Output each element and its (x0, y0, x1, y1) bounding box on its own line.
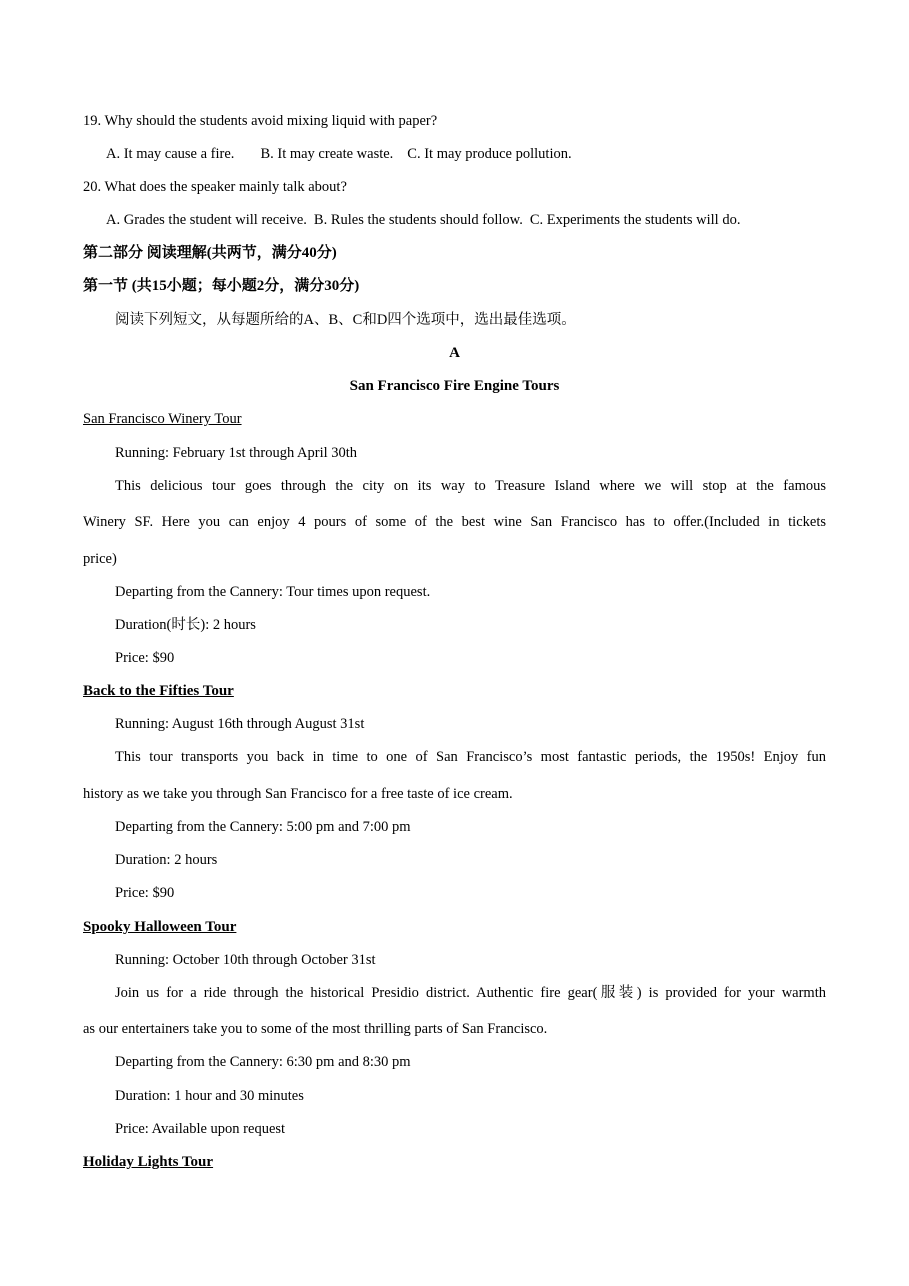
tour-2-running: Running: August 16th through August 31st (115, 716, 365, 732)
question-19-stem: 19. Why should the students avoid mixing liquid with paper? (83, 113, 438, 129)
tour-1-description-line-3: price) (83, 551, 117, 567)
question-19-option-c: C. It may produce pollution. (407, 146, 572, 162)
tour-1-description-line-1: This delicious tour goes through the city on its way to Treasure Island where we will stop at the famous (115, 478, 826, 494)
question-20-stem: 20. What does the speaker mainly talk about? (83, 179, 347, 195)
tour-3-description-line-1: Join us for a ride through the historical Presidio district. Authentic fire gear(服装) is provided for your warmth (115, 985, 826, 1001)
question-19-options (106, 144, 572, 164)
tour-1-running: Running: February 1st through April 30th (115, 445, 358, 461)
tour-2-departing: Departing from the Cannery: 5:00 pm and 7:00 pm (115, 819, 411, 835)
tour-3-description-line-2: as our entertainers take you to some of the most thrilling parts of San Francisco. (83, 1021, 548, 1037)
question-19-option-b: B. It may create waste. (260, 146, 394, 162)
tour-3-departing: Departing from the Cannery: 6:30 pm and 8:30 pm (115, 1054, 411, 1070)
tour-3-name: Spooky Halloween Tour (83, 919, 237, 935)
tour-1-name: San Francisco Winery Tour (83, 411, 242, 427)
tour-4-name: Holiday Lights Tour (83, 1154, 214, 1170)
question-20-option-a: A. Grades the student will receive. (106, 212, 307, 228)
question-20-option-b: B. Rules the students should follow. (313, 212, 523, 228)
tour-1-price: Price: $90 (115, 650, 175, 666)
part-heading: 第二部分 阅读理解(共两节，满分40分) (83, 245, 337, 261)
tour-1-departing: Departing from the Cannery: Tour times upon request. (115, 584, 431, 600)
question-19-option-a: A. It may cause a fire. (106, 146, 235, 162)
tour-3-price: Price: Available upon request (115, 1121, 286, 1137)
tour-3-duration: Duration: 1 hour and 30 minutes (115, 1088, 304, 1104)
tour-2-description-line-1: This tour transports you back in time to one of San Francisco’s most fantastic periods, the 1950s! Enjoy fun (115, 749, 826, 765)
question-20-option-c: C. Experiments the students will do. (529, 212, 741, 228)
passage-title: San Francisco Fire Engine Tours (349, 378, 560, 394)
tour-1-description-line-2: Winery SF. Here you can enjoy 4 pours of some of the best wine San Francisco has to offer.(Included in tickets (83, 514, 826, 530)
tour-2-name: Back to the Fifties Tour (83, 683, 234, 699)
passage-letter: A (449, 345, 460, 361)
tour-2-price: Price: $90 (115, 885, 175, 901)
question-20-options (106, 210, 740, 230)
tour-1-duration: Duration(时长): 2 hours (115, 617, 256, 633)
section-heading: 第一节 (共15小题；每小题2分，满分30分) (83, 278, 360, 294)
tour-2-duration: Duration: 2 hours (115, 852, 218, 868)
tour-3-running: Running: October 10th through October 31st (115, 952, 376, 968)
instruction-text: 阅读下列短文，从每题所给的A、B、C和D四个选项中，选出最佳选项。 (115, 312, 576, 328)
tour-2-description-line-2: history as we take you through San Francisco for a free taste of ice cream. (83, 786, 513, 802)
